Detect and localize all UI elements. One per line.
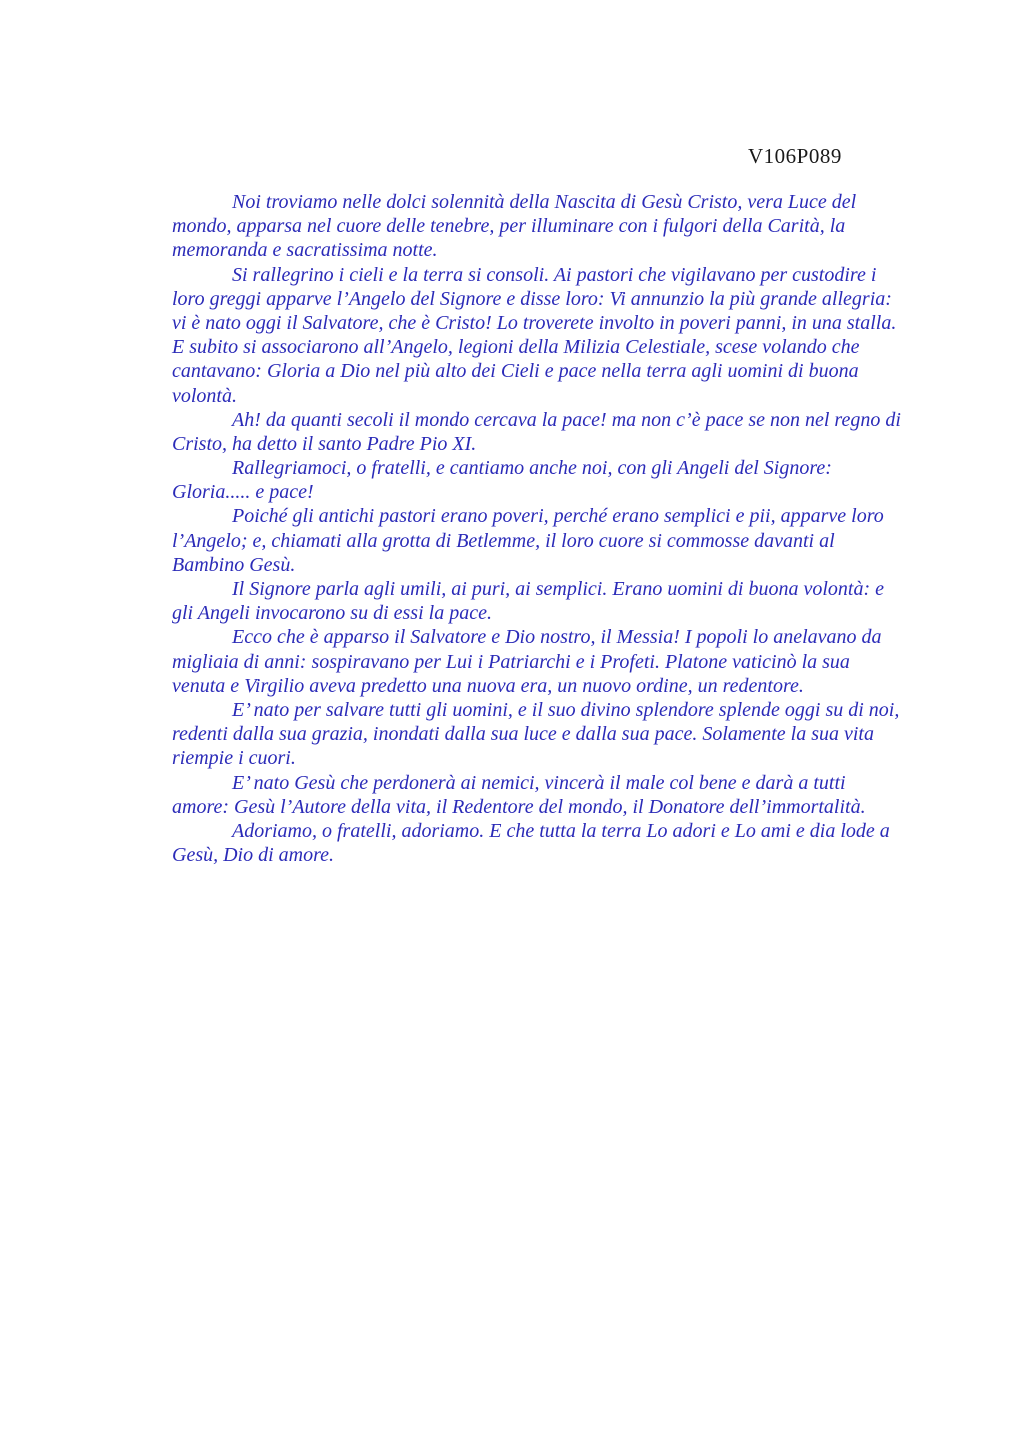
text-line: redenti dalla sua grazia, inondati dalla sua luce e dalla sua pace. Solamente la sua vita	[172, 723, 874, 746]
text-line: gli Angeli invocarono su di essi la pace.	[172, 602, 492, 625]
text-line: Ecco che è apparso il Salvatore e Dio nostro, il Messia! I popoli lo anelavano da	[232, 626, 882, 649]
text-line: Cristo, ha detto il santo Padre Pio XI.	[172, 432, 477, 455]
text-line: Rallegriamoci, o fratelli, e cantiamo anche noi, con gli Angeli del Signore:	[232, 457, 832, 480]
text-line: l’Angelo; e, chiamati alla grotta di Betlemme, il loro cuore si commosse davanti al	[172, 529, 835, 552]
text-line: E’ nato per salvare tutti gli uomini, e il suo divino splendore splende oggi su di noi,	[232, 698, 900, 721]
text-line: mondo, apparsa nel cuore delle tenebre, per illuminare con i fulgori della Carità, la	[172, 215, 846, 238]
text-line: memoranda e sacratissima notte.	[172, 239, 438, 262]
text-line: amore: Gesù l’Autore della vita, il Redentore del mondo, il Donatore dell’immortalità.	[172, 795, 866, 818]
document-body	[172, 190, 962, 867]
text-line: Gloria..... e pace!	[172, 481, 314, 504]
text-line: Ah! da quanti secoli il mondo cercava la pace! ma non c’è pace se non nel regno di	[232, 408, 901, 431]
text-line: Si rallegrino i cieli e la terra si consoli. Ai pastori che vigilavano per custodire i	[232, 263, 877, 286]
text-line: Noi troviamo nelle dolci solennità della Nascita di Gesù Cristo, vera Luce del	[232, 191, 857, 213]
text-line: venuta e Virgilio aveva predetto una nuova era, un nuovo ordine, un redentore.	[172, 674, 804, 697]
text-line: E’ nato Gesù che perdonerà ai nemici, vincerà il male col bene e darà a tutti	[232, 771, 846, 794]
text-line: E subito si associarono all’Angelo, legioni della Milizia Celestiale, scese volando che	[172, 336, 860, 359]
text-line: migliaia di anni: sospiravano per Lui i Patriarchi e i Profeti. Platone vaticinò la sua	[172, 650, 850, 673]
text-line: Bambino Gesù.	[172, 553, 296, 576]
text-line: cantavano: Gloria a Dio nel più alto dei Cieli e pace nella terra agli uomini di buona	[172, 360, 859, 383]
text-line: riempie i cuori.	[172, 747, 296, 770]
page-code-header: V106P089	[748, 144, 842, 168]
text-line: volontà.	[172, 384, 237, 407]
text-line: Il Signore parla agli umili, ai puri, ai semplici. Erano uomini di buona volontà: e	[232, 578, 885, 600]
text-line: loro greggi apparve l’Angelo del Signore e disse loro: Vi annunzio la più grande allegria:	[172, 287, 892, 310]
text-line: Poiché gli antichi pastori erano poveri, perché erano semplici e pii, apparve loro	[232, 505, 884, 528]
text-line: Gesù, Dio di amore.	[172, 844, 335, 867]
text-line: vi è nato oggi il Salvatore, che è Cristo! Lo troverete involto in poveri panni, in una stalla.	[172, 311, 897, 334]
text-line: Adoriamo, o fratelli, adoriamo. E che tutta la terra Lo adori e Lo ami e dia lode a	[232, 819, 890, 842]
